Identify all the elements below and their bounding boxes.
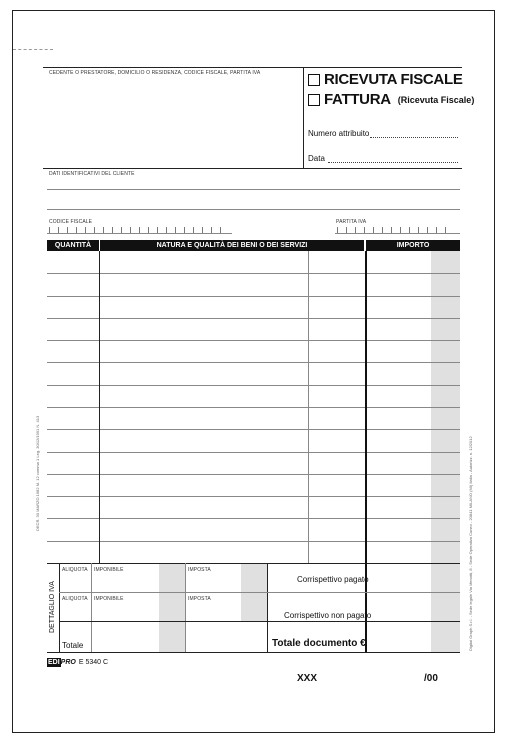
fattura-option[interactable] (308, 91, 474, 108)
col-natura-header: NATURA E QUALITÀ DEI BENI O DEI SERVIZI (100, 240, 364, 251)
table-row[interactable] (47, 541, 460, 542)
series-suffix: /00 (424, 673, 438, 684)
iva-label-divider (59, 563, 60, 652)
fattura-subtitle: (Ricevuta Fiscale) (397, 94, 475, 105)
corrispettivo-pagato-label: Corrispettivo pagato (297, 575, 369, 584)
edipro-logo (47, 658, 76, 667)
quantita-divider (99, 251, 100, 563)
numero-field[interactable] (370, 137, 458, 138)
imponibile-label-1: IMPONIBILE (94, 567, 124, 573)
table-row[interactable] (47, 318, 460, 319)
codice-fiscale-field[interactable] (47, 233, 232, 234)
iva-row-2-rule (59, 621, 460, 622)
top-rule (43, 67, 462, 68)
partita-iva-ticks (337, 227, 454, 233)
table-row[interactable] (47, 407, 460, 408)
partita-iva-field[interactable] (335, 233, 460, 234)
table-row[interactable] (47, 518, 460, 519)
aliquota-label-1: ALIQUOTA (62, 567, 88, 573)
data-field[interactable] (328, 162, 458, 163)
codice-fiscale-ticks (49, 227, 229, 233)
brand-footer (47, 658, 108, 667)
iva-imposta-divider (267, 563, 268, 652)
issuer-label: CEDENTE O PRESTATORE, DOMICILIO O RESIDENZA, CODICE FISCALE, PARTITA IVA (49, 70, 261, 76)
printer-info-right: Digital Graph S.r.l. - Sede legale Via Menotti, 8 - Sede Operativa Cuneo - 20841 MILANO (MI) Italia - Autorizz. n. 12/2012 (468, 436, 473, 651)
partita-iva-label: PARTITA IVA (336, 219, 367, 225)
table-row[interactable] (47, 496, 460, 497)
tear-line (13, 49, 53, 50)
ricevuta-option[interactable] (308, 71, 463, 88)
table-row[interactable] (47, 296, 460, 297)
totale-documento-label: Totale documento € (272, 638, 366, 649)
imponibile-shade (159, 564, 185, 652)
table-row[interactable] (47, 362, 460, 363)
ricevuta-checkbox[interactable] (308, 74, 320, 86)
iva-totale-label: Totale (62, 641, 84, 650)
logo-pro: PRO (60, 659, 76, 666)
dettaglio-iva-label: DETTAGLIO IVA (49, 581, 56, 633)
table-row[interactable] (47, 273, 460, 274)
fattura-title: FATTURA (324, 91, 391, 108)
table-row[interactable] (47, 474, 460, 475)
imponibile-label-2: IMPONIBILE (94, 596, 124, 602)
client-label: DATI IDENTIFICATIVI DEL CLIENTE (49, 171, 135, 177)
title-divider (303, 67, 304, 168)
imposta-label-2: IMPOSTA (188, 596, 211, 602)
totals-row-1-rule (267, 592, 460, 593)
table-row[interactable] (47, 340, 460, 341)
totals-shade (431, 564, 460, 652)
data-label: Data (308, 154, 325, 163)
table-row[interactable] (47, 385, 460, 386)
fattura-checkbox[interactable] (308, 94, 320, 106)
logo-edi: EDI (48, 659, 60, 666)
client-line-1[interactable] (47, 189, 460, 190)
codice-fiscale-label: CODICE FISCALE (49, 219, 93, 225)
numero-label: Numero attribuito (308, 129, 370, 138)
form-bottom-rule (47, 652, 460, 653)
iva-imponibile-divider (185, 563, 186, 652)
ricevuta-title: RICEVUTA FISCALE (324, 71, 463, 88)
col-quantita-header: QUANTITÀ (47, 240, 99, 251)
client-top-rule (43, 168, 462, 169)
legal-reference-left: DECR. 30 MARZO 1982 M. 12 comma 1 Leg. 30/12/1991 N. 413 (35, 415, 40, 531)
table-row[interactable] (47, 452, 460, 453)
product-code: E 5340 C (78, 659, 109, 666)
col-importo-header: IMPORTO (366, 240, 460, 251)
invoice-form (12, 10, 495, 733)
importo-divider (365, 251, 367, 563)
corrispettivo-non-pagato-label: Corrispettivo non pagato (284, 611, 372, 620)
imposta-label-1: IMPOSTA (188, 567, 211, 573)
series-code: XXX (297, 673, 318, 684)
iva-aliquota-divider (91, 563, 92, 652)
aliquota-label-2: ALIQUOTA (62, 596, 88, 602)
client-line-2[interactable] (47, 209, 460, 210)
table-row[interactable] (47, 429, 460, 430)
natura-subdivider (308, 251, 309, 563)
